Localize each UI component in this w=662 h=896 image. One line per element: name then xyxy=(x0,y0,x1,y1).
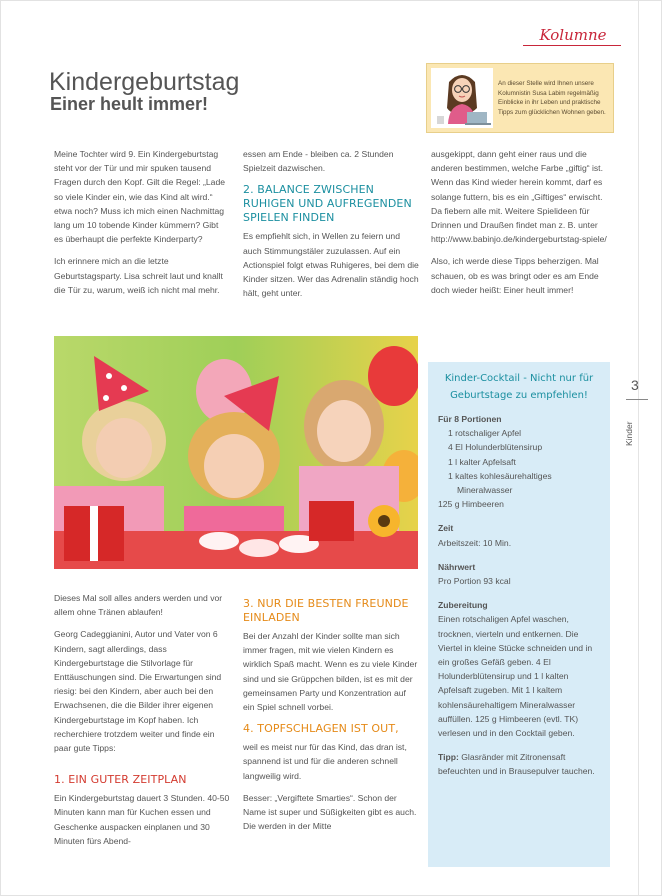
paragraph: Meine Tochter wird 9. Ein Kindergeburtstag steht vor der Tür und mir spuken tausend Fragen durch den Kopf. Gilt die Regel: „Lade so viele Kinder ein, wie das Kind alt wird.“ etwa noch? Muss ich mich einen Nachmittag lang um 10 tobende Kinder kümmern? Gibt es überhaupt die perfekte Kinderparty? xyxy=(54,149,226,245)
column-2-top xyxy=(243,147,419,308)
tip-heading-4: 4. TOPFSCHLAGEN IST OUT, xyxy=(243,722,399,736)
preparation-label: Zubereitung xyxy=(438,600,488,611)
paragraph: Georg Cadeggianini, Autor und Vater von 6 Kindern, sagt allerdings, dass Kindergeburtstage die Stilvorlage für Enttäuschungen sind. Die Erwartungen sind riesig: bei den Kindern, aber auch bei den Erwachsenen, die die Bilder ihrer eigenen Kindergeburtstage im Kopf haben. Ich recherchiere trotzdem weiter und finde ein paar gute Tipps: xyxy=(54,629,222,754)
paragraph: weil es meist nur für das Kind, das dran ist, spannend ist und für die anderen schnell langweilig wird. xyxy=(243,742,407,781)
nutrition-label: Nährwert xyxy=(438,561,476,572)
paragraph: Dieses Mal soll alles anders werden und vor allem ohne Tränen ablaufen! xyxy=(54,593,223,618)
paragraph: Ich erinnere mich an die letzte Geburtstagsparty. Lisa schreit laut und knallt die Tür zu, warum, weiß ich nicht mal mehr. xyxy=(54,256,223,295)
recipe-preparation xyxy=(438,598,600,740)
paragraph: Bei der Anzahl der Kinder sollte man sich immer fragen, mit wie vielen Kindern es wirklich Spaß macht. Wenn es zu viele Kinder sind und sie Grüppchen bilden, ist es mit der gemeinsamen Party und Konzentration auf ein Spiel schnell vorbei. xyxy=(243,631,418,713)
time-label: Zeit xyxy=(438,523,454,534)
column-3-top xyxy=(431,147,611,305)
ingredient: 1 rotschaliger Apfel xyxy=(448,428,522,439)
paragraph: Ein Kindergeburtstag dauert 3 Stunden. 40-50 Minuten kann man für Kuchen essen und Geschenke auspacken einplanen und 30 Minuten fürs Abend- xyxy=(54,793,230,846)
ingredient: 1 kaltes kohlesäurehaltiges xyxy=(448,470,552,481)
column-1-bottom xyxy=(54,591,230,856)
columnist-intro: An dieser Stelle wird Ihnen unsere Kolumnistin Susa Labim regelmäßig Einblicke in ihr Leben und praktische Tipps zum glücklichen Wohnen geben. xyxy=(498,80,606,116)
ingredient: 1 l kalter Apfelsaft xyxy=(448,456,516,467)
tip-label: Tipp: xyxy=(438,752,459,763)
paragraph: Besser: „Vergiftete Smarties“. Schon der Name ist super und Süßigkeiten gibt es auch. Die werden in der Mitte xyxy=(243,792,417,832)
ingredient: 4 El Holunderblütensirup xyxy=(448,442,543,453)
recipe-title: Kinder-Cocktail - Nicht nur für Geburtstage zu empfehlen! xyxy=(444,373,594,401)
party-photo xyxy=(54,336,418,569)
recipe-box xyxy=(428,362,610,867)
margin-rule xyxy=(638,1,639,895)
recipe-tip xyxy=(438,750,600,778)
preparation-text: Einen rotschaligen Apfel waschen, trocknen, vierteln und entkernen. Die Viertel in kleine Stücke schneiden und in ein großes Gefäß geben. 4 El Holunderblütensirup und 1 l kalten Apfelsaft zugeben. Mit 1 l kaltem kohlensäurehaltigem Mineralwasser auffüllen. 125 g Himbeeren (evtl. TK) verlesen und in den Cocktail geben. xyxy=(438,614,593,739)
paragraph: essen am Ende - bleiben ca. 2 Stunden Spielzeit dazwischen. xyxy=(243,149,394,174)
time-value: Arbeitszeit: 10 Min. xyxy=(438,537,512,548)
tip-text: Glasränder mit Zitronensaft befeuchten und in Brausepulver tauchen. xyxy=(438,752,595,777)
article-title: Kindergeburtstag xyxy=(49,68,240,96)
column-1-top xyxy=(54,147,226,305)
column-2-bottom xyxy=(243,597,419,841)
recipe-nutrition xyxy=(438,560,600,588)
recipe-ingredients xyxy=(438,412,600,511)
paragraph: ausgekippt, dann geht einer raus und die anderen bestimmen, welche Farbe „giftig“ ist. Wenn das Kind wieder herein kommt, darf es solange futtern, bis es ein „Giftiges“ erwischt. Da fiebern alle mit. Weitere Spielideen für Drinnen und Draußen findet man z. B. unter http://www.babinjo.de/kindergeburtstag-spiele/ xyxy=(431,149,607,245)
side-section-label: Kinder xyxy=(624,421,634,446)
paragraph: Es empfiehlt sich, in Wellen zu feiern und auch Stimmungstäler zuzulassen. Auf ein Actionspiel folgt etwas Ruhigeres, bei dem die Kinder sitzen. Wer das Adrenalin ständig hoch hält, geht unter. xyxy=(243,231,419,299)
tip-heading-3: 3. NUR DIE BESTEN FREUNDE EINLADEN xyxy=(243,597,409,624)
recipe-time xyxy=(438,521,600,549)
columnist-box xyxy=(426,63,614,133)
section-underline xyxy=(523,45,621,46)
portions-label: Für 8 Portionen xyxy=(438,414,502,424)
paragraph: Also, ich werde diese Tipps beherzigen. Mal schauen, ob es was bringt oder es am Ende doch wieder heißt: Einer heult immer! xyxy=(431,256,599,295)
nutrition-value: Pro Portion 93 kcal xyxy=(438,576,511,587)
tip-heading-1: 1. EIN GUTER ZEITPLAN xyxy=(54,773,187,787)
article-subtitle: Einer heult immer! xyxy=(50,94,209,114)
columnist-illustration xyxy=(431,68,493,128)
page-number-rule xyxy=(626,399,648,400)
tip-heading-2: 2. BALANCE ZWISCHEN RUHIGEN UND AUFREGENDEN SPIELEN FINDEN xyxy=(243,183,412,225)
section-label: Kolumne xyxy=(539,26,607,44)
ingredient: 125 g Himbeeren xyxy=(438,499,504,510)
page-number: 3 xyxy=(631,377,639,393)
ingredient-continued: Mineralwasser xyxy=(457,485,513,496)
